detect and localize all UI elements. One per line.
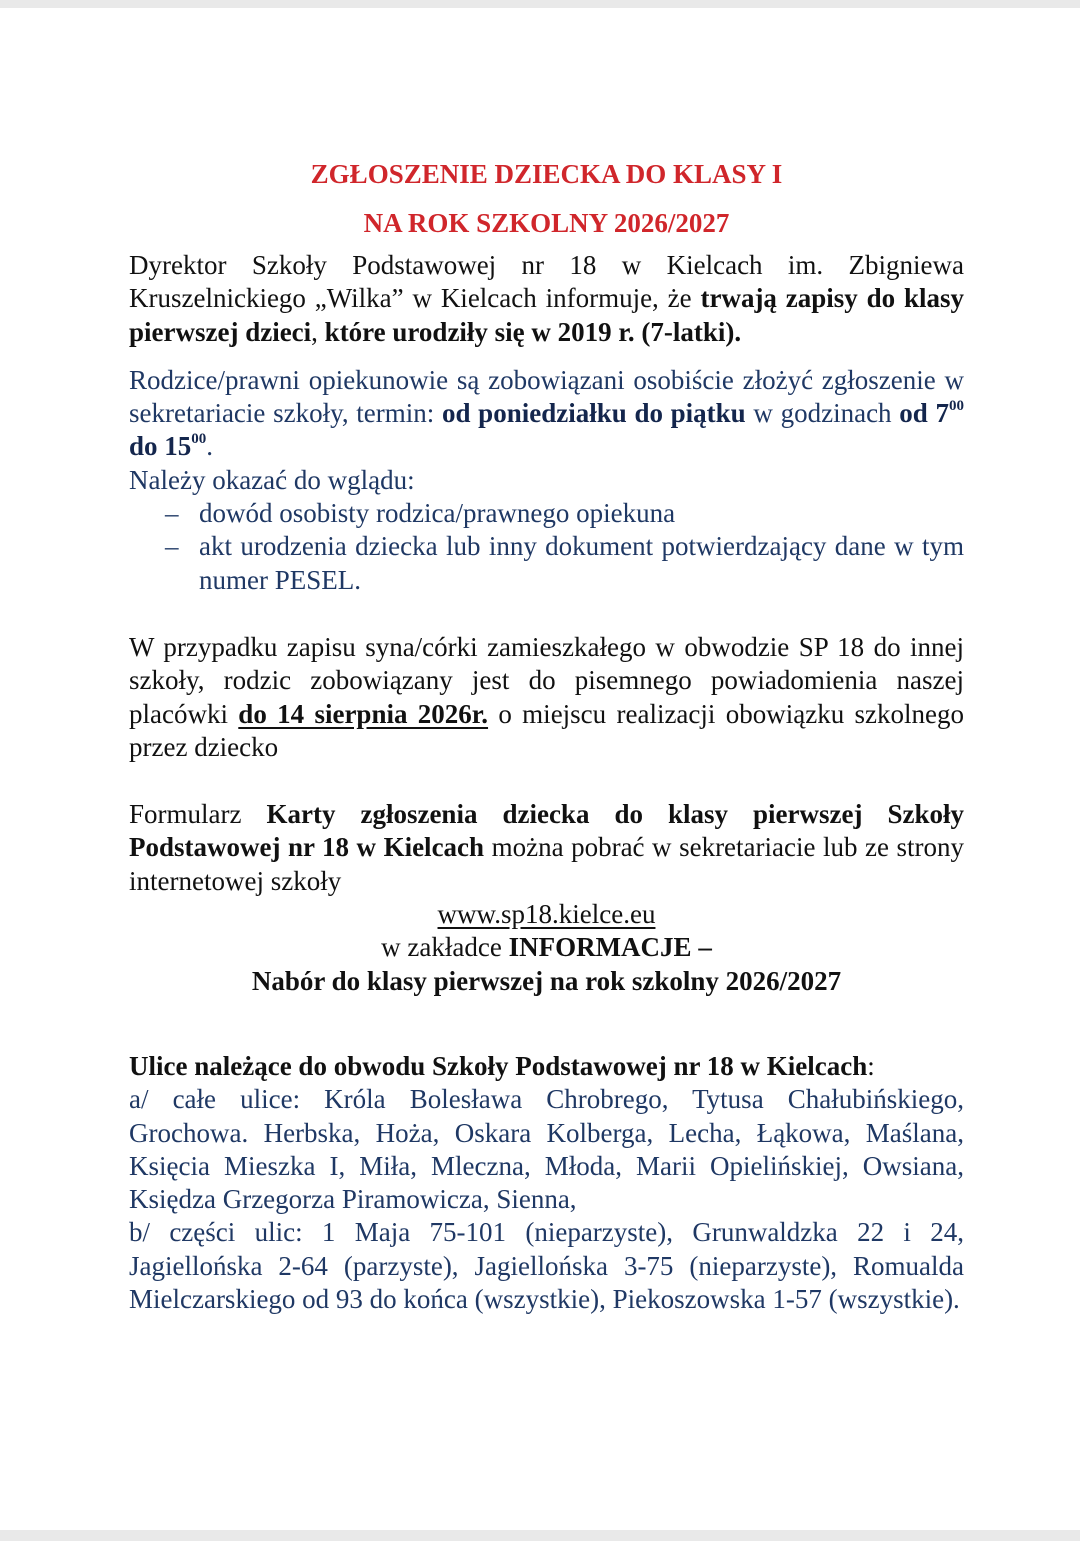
form-text-2: można pobrać w sekretariacie lub ze strony internetowej szkoły <box>129 832 965 896</box>
intro-bold-birth-year: które urodziły się w 2019 r. (7-latki). <box>324 316 742 347</box>
form-paragraph <box>129 798 964 898</box>
document-birth-certificate: akt urodzenia dziecka lub inny dokument potwierdzający dane w tym numer PESEL. <box>199 531 964 595</box>
dash-bullet: – <box>165 498 179 529</box>
streets-partial-list: b/ części ulic: 1 Maja 75-101 (nieparzyste), Grunwaldzka 22 i 24, Jagiellońska 2-64 (parzyste), Jagiellońska 3-75 (nieparzyste), Romualda Mielczarskiego od 93 do końca (wszystkie), Piekoszowska 1-57 (wszystkie). <box>129 1217 964 1315</box>
list-item <box>165 530 964 597</box>
parents-end: . <box>206 431 214 462</box>
deadline-date: do 14 sierpnia 2026r. <box>238 698 489 729</box>
intro-bold-enrollment: trwają zapisy do klasy pierwszej dzieci <box>129 283 965 347</box>
parents-paragraph <box>129 364 964 464</box>
school-website-line <box>129 898 964 931</box>
documents-list <box>129 497 964 597</box>
title-line-2: NA ROK SZKOLNY 2026/2027 <box>363 208 730 238</box>
parents-days: od poniedziałku do piątku <box>441 398 746 429</box>
parents-text: Rodzice/prawni opiekunowie są zobowiązani osobiście złożyć zgłoszenie w sekretariacie szkoły, termin: <box>129 364 964 429</box>
intro-text: Dyrektor Szkoły Podstawowej nr 18 w Kielcach im. Zbigniewa Kruszelnickiego „Wilka” w Kielcach informuje, że <box>129 250 964 314</box>
document-page <box>0 8 1080 1530</box>
other-school-text: W przypadku zapisu syna/córki zamieszkałego w obwodzie SP 18 do innej szkoły, rodzic zobowiązany jest do pisemnego powiadomienia naszej placówki <box>129 631 964 729</box>
other-school-end: o miejscu realizacji obowiązku szkolnego przez dziecko <box>129 698 964 762</box>
hours-to-label: do 15 <box>129 431 192 462</box>
document-content <box>129 158 964 1316</box>
hours-to-sup: 00 <box>191 431 207 448</box>
hours-from-label: od 7 <box>899 398 949 429</box>
intro-paragraph <box>129 249 964 349</box>
streets-full-list: a/ całe ulice: Króla Bolesława Chrobrego, Tytusa Chałubińskiego, Grochowa. Herbska, Hoża, Oskara Kolberga, Lecha, Łąkowa, Maślana, Księcia Mieszka I, Miła, Mleczna, Młoda, Marii Opielińskiej, Owsiana, Księdza Grzegorza Piramowicza, Sienna, <box>129 1084 964 1215</box>
documents-label: Należy okazać do wglądu: <box>129 464 415 495</box>
list-item <box>165 497 964 530</box>
other-school-paragraph <box>129 631 964 764</box>
hours-from-sup: 00 <box>948 398 964 415</box>
intro-separator: , <box>311 316 325 347</box>
parents-hours-prefix: w godzinach <box>745 398 900 429</box>
form-text-1: Formularz <box>129 799 267 830</box>
document-id-card: dowód osobisty rodzica/prawnego opiekuna <box>199 498 676 529</box>
tab-line <box>129 931 964 964</box>
title-line-1: ZGŁOSZENIE DZIECKA DO KLASY I <box>310 159 783 189</box>
form-name: Karty zgłoszenia dziecka do klasy pierwszej Szkoły Podstawowej nr 18 w Kielcach <box>129 799 964 863</box>
streets-heading-text: Ulice należące do obwodu Szkoły Podstawowej nr 18 w Kielcach <box>129 1050 868 1081</box>
tab-name: INFORMACJE – <box>508 932 712 963</box>
school-website-link[interactable]: www.sp18.kielce.eu <box>437 899 656 930</box>
streets-heading <box>129 1050 964 1083</box>
tab-subtitle: Nabór do klasy pierwszej na rok szkolny 2026/2027 <box>251 965 842 996</box>
dash-bullet: – <box>165 531 179 562</box>
tab-prefix: w zakładce <box>381 932 509 963</box>
streets-section <box>129 1050 964 1316</box>
streets-heading-colon: : <box>867 1050 875 1081</box>
parents-section <box>129 364 964 597</box>
